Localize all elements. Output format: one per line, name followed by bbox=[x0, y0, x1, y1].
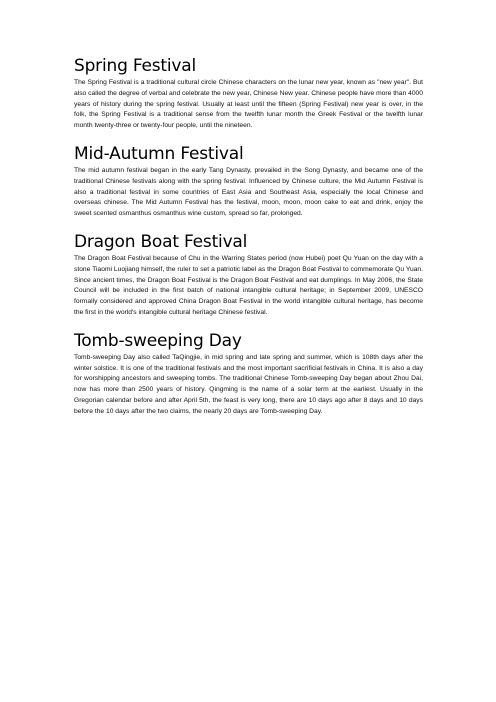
section-dragon-boat-festival bbox=[74, 232, 423, 319]
section-spring-festival bbox=[74, 56, 423, 132]
section-paragraph: The mid autumn festival began in the early Tang Dynasty, prevailed in the Song Dynasty, and became one of the traditional Chinese festivals along with the spring festival. Influenced by Chinese culture, the Mid Autumn Festival is also a traditional festival in some countries of East Asia and Southeast Asia, especially the local Chinese and overseas chinese. The Mid Autumn Festival has the festival, moon, moon, moon cake to eat and drink, enjoy the sweet scented osmanthus osmanthus wine custom, spread so far, prolonged. bbox=[74, 166, 423, 218]
section-heading: Dragon Boat Festival bbox=[74, 231, 248, 252]
section-paragraph: The Spring Festival is a traditional cultural circle Chinese characters on the lunar new year, known as "new year". But also called the degree of verbal and celebrate the new year, Chinese New year. Chinese people have more than 4000 years of history during the spring festival. Usually at least until the fifteen (Spring Festival) new year is over, in the folk, the Spring Festival is a traditional sense from the twelfth lunar month the Greek Festival or the twelfth lunar month twenty-three or twenty-four people, until the nineteen. bbox=[74, 79, 423, 130]
section-tomb-sweeping-day bbox=[74, 331, 423, 418]
document-page bbox=[74, 56, 423, 430]
section-heading: Mid-Autumn Festival bbox=[74, 143, 244, 164]
section-heading: Spring Festival bbox=[74, 56, 197, 76]
section-mid-autumn-festival bbox=[74, 144, 423, 220]
section-paragraph: The Dragon Boat Festival because of Chu in the Warring States period (now Hubei) poet Qu Yuan on the day with a stone Tiaomi Luojiang himself, the ruler to set a patriotic label as the Dragon Boat Festival to commemorate Qu Yuan. Since ancient times, the Dragon Boat Festival is the Dragon Boat Festival and eat dumplings. In May 2006, the State Council will be included in the first batch of national intangible cultural heritage; in September 2009, UNESCO formally considered and approved China Dragon Boat Festival in the world intangible cultural heritage, has become the first in the world's intangible cultural heritage Chinese festival. bbox=[74, 254, 423, 316]
section-heading: Tomb-sweeping Day bbox=[74, 330, 242, 351]
section-paragraph: Tomb-sweeping Day also called TaQingjie, in mid spring and late spring and summer, which is 108th days after the winter solstice. It is one of the traditional festivals and the most important sacrificial festivals in China. It is also a day for worshipping ancestors and sweeping tombs. The traditional Chinese Tomb-sweeping Day began about Zhou Dai, now has more than 2500 years of history. Qingming is the name of a solar term at the earliest. Usually in the Gregorian calendar before and after April 5th, the feast is very long, there are 10 days ago after 8 days and 10 days before the 10 days after the two claims, the nearly 20 days are Tomb-sweeping Day. bbox=[74, 353, 423, 415]
